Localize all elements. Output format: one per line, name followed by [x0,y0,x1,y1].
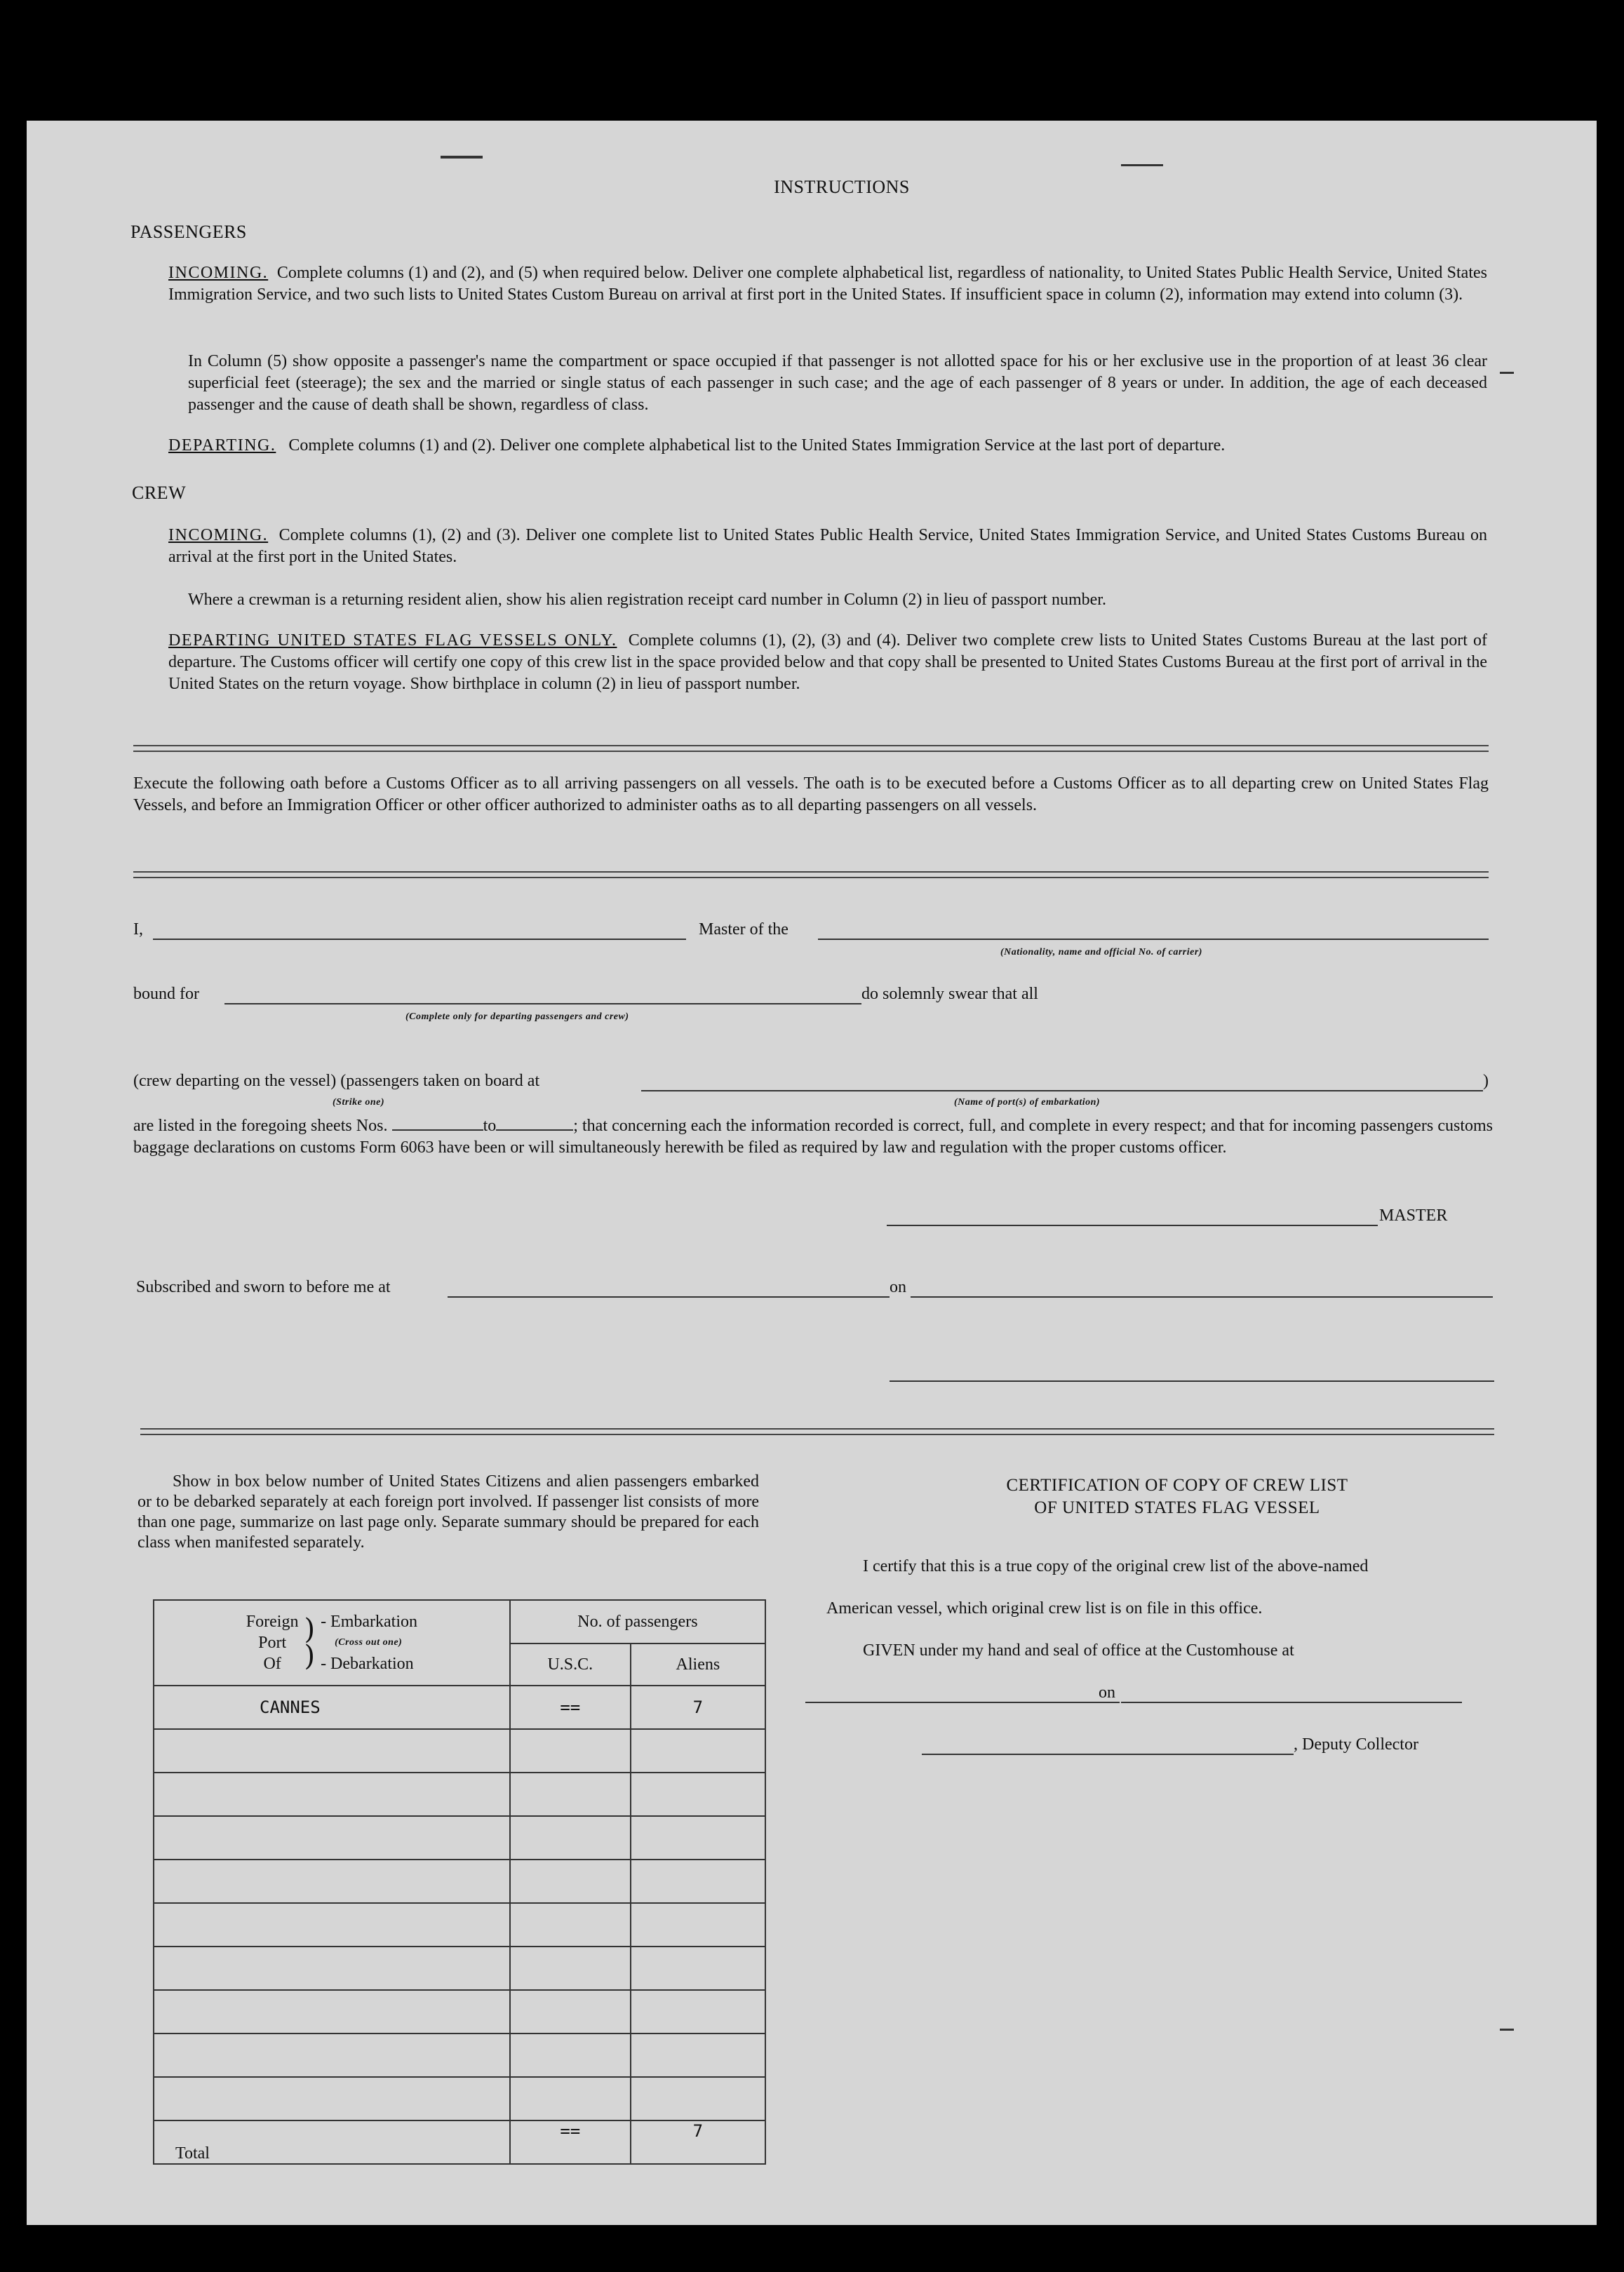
oath-instructions: Execute the following oath before a Customs Officer as to all arriving passengers on all vessels. The oath is to be executed before a Customs Officer as to all departing crew on United States Flag Vessels, and before an Immigration Officer or other officer authorized to administer oaths as to all departing passengers on all vessels. [133,774,1489,814]
certification-heading-line2: OF UNITED STATES FLAG VESSEL [1034,1498,1320,1517]
port-cell[interactable]: CANNES [154,1686,510,1729]
embarkation-ports-field[interactable] [641,1090,1483,1091]
port-cell[interactable] [154,1903,510,1947]
port-cell[interactable] [154,1860,510,1903]
crew-resident-paragraph: Where a crewman is a returning resident alien, show his alien registration receipt card number in Column (2) in lieu of passport number. [188,591,1106,609]
divider [133,745,1489,752]
embarkation-label: - Embarkation [321,1613,418,1631]
master-of-label: Master of the [699,920,788,939]
passengers-incoming-text: Complete columns (1) and (2), and (5) when required below. Deliver one complete alphabetical list, regardless of nationality, to United States Public Health Service, United States Immigration Service, and two such lists to United States Custom Bureau on arrival at first port in the United States. If insufficient space in column (2), information may extend into column (3). [168,264,1487,304]
oath-i-label: I, [133,920,143,939]
certify-line2: American vessel, which original crew list is on file in this office. [826,1599,1263,1618]
certification-date-field[interactable] [1121,1702,1462,1703]
bound-for-label: bound for [133,985,199,1003]
crew-departing-paragraph [168,630,1487,695]
table-row [154,1773,765,1816]
sworn-place-field[interactable] [448,1296,890,1298]
to-label: to [483,1117,497,1135]
port-cell[interactable] [154,1816,510,1860]
scan-mark [1500,2029,1514,2031]
usc-cell[interactable] [510,1860,631,1903]
usc-cell[interactable]: == [510,1686,631,1729]
foreign-label: Foreign [246,1613,299,1631]
sworn-on-label: on [890,1278,906,1296]
scan-mark [1500,372,1514,374]
passengers-departing-text: Complete columns (1) and (2). Deliver one complete alphabetical list to the United States Immigration Service at the last port of departure. [288,436,1226,455]
departing-caption: (Complete only for departing passengers and crew) [405,1011,629,1022]
aliens-cell[interactable] [631,1816,765,1860]
sworn-date-field[interactable] [911,1296,1493,1298]
passengers-departing-lead: DEPARTING. [168,436,276,455]
aliens-header: Aliens [631,1643,765,1686]
given-text: GIVEN under my hand and seal of office at the Customhouse at [863,1641,1294,1660]
usc-cell[interactable] [510,1729,631,1773]
total-label: Total [154,2120,510,2164]
aliens-cell[interactable] [631,2077,765,2120]
usc-cell[interactable] [510,1990,631,2034]
master-signature-field[interactable] [887,1225,1378,1226]
cross-out-caption: (Cross out one) [335,1637,403,1648]
aliens-cell[interactable] [631,1947,765,1990]
aliens-cell[interactable] [631,1729,765,1773]
port-label: Port [258,1634,287,1652]
port-cell[interactable] [154,2077,510,2120]
port-cell[interactable] [154,1729,510,1773]
carrier-field[interactable] [818,939,1489,940]
certify-line1: I certify that this is a true copy of the original crew list of the above-named [863,1557,1369,1575]
passenger-summary-table [153,1599,766,2165]
total-row [154,2120,765,2164]
table-row [154,1990,765,2034]
passengers-incoming-lead: INCOMING. [168,264,269,282]
usc-cell[interactable] [510,2034,631,2077]
sheet-from-field[interactable] [392,1129,483,1131]
summary-instructions: Show in box below number of United States Citizens and alien passengers embarked or to be debarked separately at each foreign port involved. If passenger list consists of more than one page, summarize on last page only. Separate summary should be prepared for each class when manifested separately. [137,1472,759,1552]
usc-cell[interactable] [510,1947,631,1990]
listed-paragraph [133,1115,1493,1159]
aliens-cell[interactable] [631,1773,765,1816]
foreign-port-header [154,1600,510,1686]
bound-for-field[interactable] [224,1003,861,1004]
usc-cell[interactable] [510,2077,631,2120]
scan-mark [441,156,483,159]
nationality-caption: (Nationality, name and official No. of carrier) [1000,947,1202,957]
table-row [154,2034,765,2077]
crew-incoming-text: Complete columns (1), (2) and (3). Deliver one complete list to United States Public Health Service, United States Immigration Service, and United States Customs Bureau on arrival at the first port in the United States. [168,526,1488,566]
table-row [154,1729,765,1773]
deputy-collector-signature-field[interactable] [922,1754,1294,1755]
total-aliens-cell[interactable]: 7 [631,2120,765,2164]
aliens-cell[interactable] [631,1990,765,2034]
divider [140,1428,1494,1435]
certification-heading-line1: CERTIFICATION OF COPY OF CREW LIST [1006,1476,1348,1495]
sheet-to-field[interactable] [496,1129,573,1131]
port-cell[interactable] [154,2034,510,2077]
officer-signature-field[interactable] [890,1380,1494,1382]
table-row [154,1903,765,1947]
passengers-column5-paragraph: In Column (5) show opposite a passenger's name the compartment or space occupied if that passenger is not allotted space for his or her exclusive use in the proportion of at least 36 clear superficial feet (steerage); the sex and the married or single status of each passenger in such case; and the age of each passenger of 8 years or under. In addition, the age of each deceased passenger and the cause of death shall be shown, regardless of class. [188,352,1487,414]
passengers-heading: PASSENGERS [130,222,247,242]
aliens-cell[interactable] [631,1903,765,1947]
certification-on-label: on [1099,1683,1115,1702]
usc-cell[interactable] [510,1816,631,1860]
close-paren: ) [1483,1072,1489,1090]
deputy-collector-label: , Deputy Collector [1294,1735,1418,1754]
port-cell[interactable] [154,1947,510,1990]
master-label: MASTER [1379,1206,1448,1225]
master-name-field[interactable] [153,939,686,940]
table-row [154,1816,765,1860]
listed-rest: ; that concerning each the information recorded is correct, full, and complete in every respect; and that for incoming passengers customs baggage declarations on customs Form 6063 have been or will simultaneously herewith be filed as required by law and regulation with the proper customs officer. [133,1117,1493,1157]
form-sheet [27,121,1597,2225]
divider [133,871,1489,878]
scan-mark [1121,164,1163,166]
usc-cell[interactable] [510,1773,631,1816]
usc-header: U.S.C. [510,1643,631,1686]
crew-departing-text: Complete columns (1), (2), (3) and (4). Deliver two complete crew lists to United States Customs Bureau at the last port of departure. The Customs officer will certify one copy of this crew list in the space provided below and that copy shall be presented to United States Customs Bureau at the first port of arrival in the United States on the return voyage. Show birthplace in column (2) in lieu of passport number. [168,631,1487,693]
passengers-departing-paragraph [168,435,1487,457]
subscribed-label: Subscribed and sworn to before me at [136,1278,391,1296]
passengers-count-header: No. of passengers [510,1600,765,1643]
aliens-cell[interactable] [631,2034,765,2077]
customhouse-field[interactable] [805,1702,1120,1703]
passengers-incoming-paragraph [168,262,1487,306]
strike-caption: (Strike one) [333,1097,385,1108]
aliens-cell[interactable] [631,1860,765,1903]
usc-cell[interactable] [510,1903,631,1947]
crew-passengers-label: (crew departing on the vessel) (passengers taken on board at [133,1072,540,1090]
crew-incoming-paragraph [168,525,1487,568]
ports-caption: (Name of port(s) of embarkation) [954,1097,1101,1108]
crew-heading: CREW [132,483,187,503]
brace-icon: ) ) [304,1613,316,1672]
debarkation-label: - Debarkation [321,1655,414,1673]
of-label: Of [263,1655,281,1673]
table-row [154,2077,765,2120]
aliens-cell[interactable]: 7 [631,1686,765,1729]
page-title: INSTRUCTIONS [774,177,910,197]
port-cell[interactable] [154,1990,510,2034]
listed-label: are listed in the foregoing sheets Nos. [133,1117,388,1135]
total-usc-cell[interactable]: == [510,2120,631,2164]
certification-heading [833,1474,1521,1519]
table-row [154,1947,765,1990]
table-row [154,1860,765,1903]
crew-departing-lead: DEPARTING UNITED STATES FLAG VESSELS ONLY. [168,631,617,650]
crew-incoming-lead: INCOMING. [168,526,269,544]
port-cell[interactable] [154,1773,510,1816]
swear-label: do solemnly swear that all [861,985,1038,1003]
table-row [154,1686,765,1729]
